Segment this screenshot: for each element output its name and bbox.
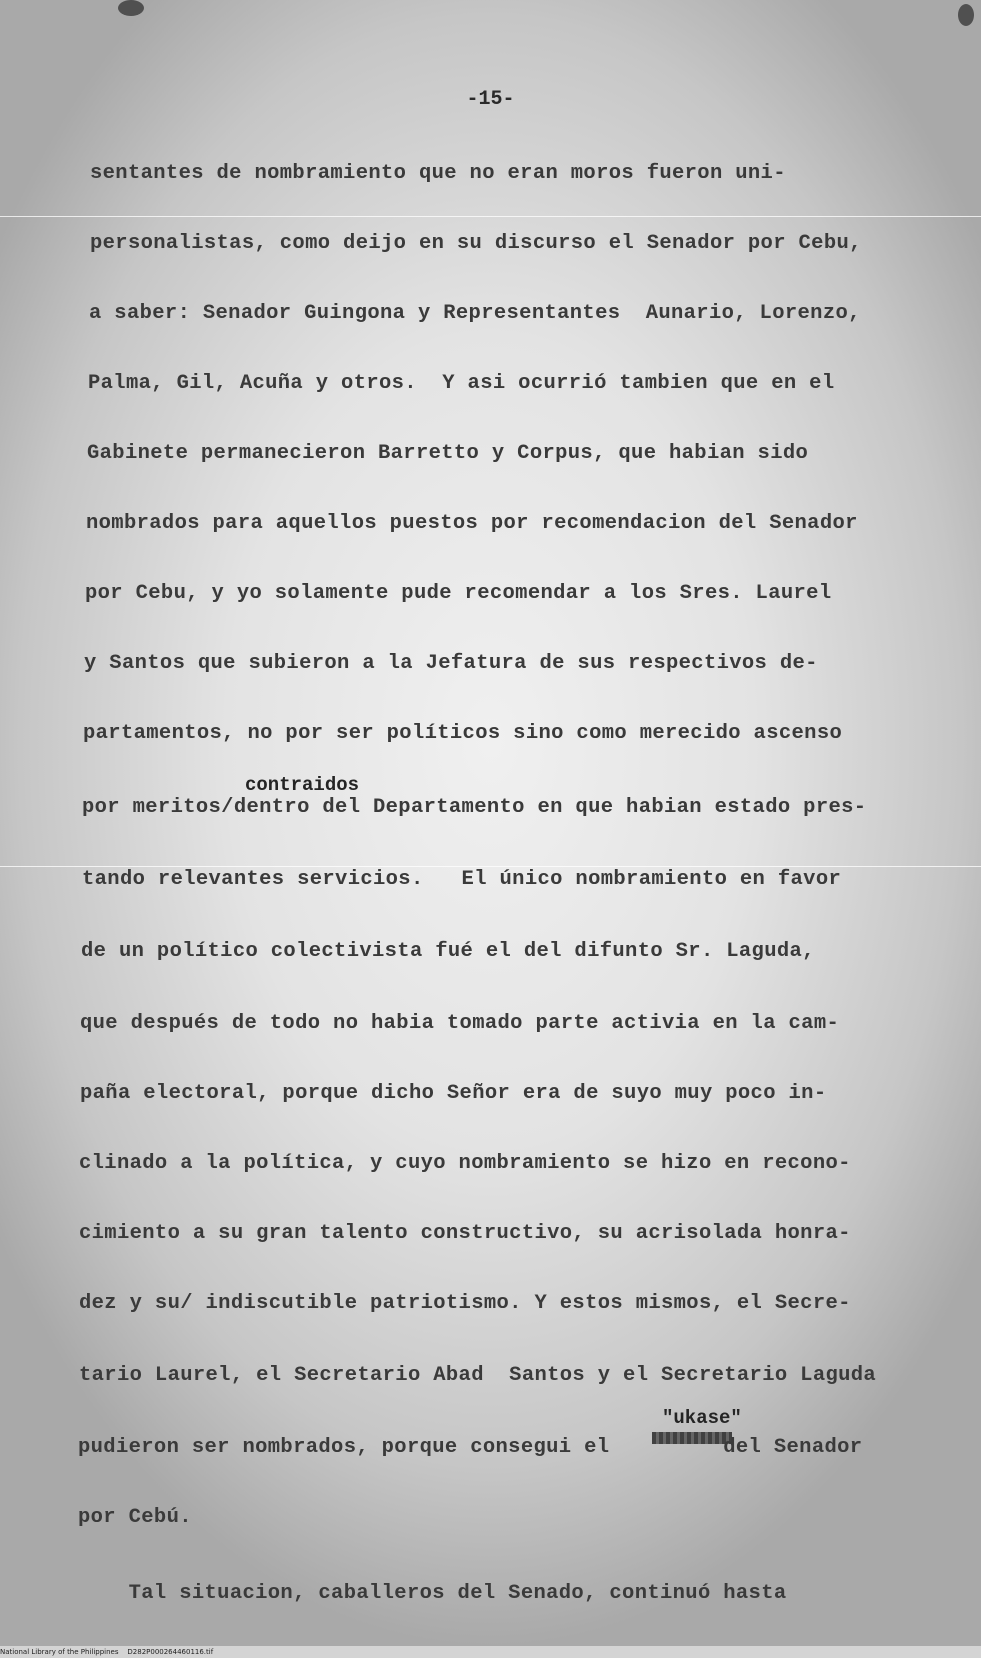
text-line: y Santos que subieron a la Jefatura de sus respectivos de-	[84, 652, 818, 675]
text-line: por meritos/dentro del Departamento en que habian estado pres-	[82, 796, 867, 819]
text-line: personalistas, como deijo en su discurso el Senador por Cebu,	[90, 232, 862, 255]
punch-hole	[958, 4, 974, 26]
text-line: cimiento a su gran talento constructivo, su acrisolada honra-	[79, 1222, 851, 1245]
text-line: dez y su/ indiscutible patriotismo. Y estos mismos, el Secre-	[79, 1292, 851, 1315]
text-line: a saber: Senador Guingona y Representantes Aunario, Lorenzo,	[89, 302, 861, 325]
scan-line	[0, 866, 981, 867]
punch-hole	[118, 0, 144, 16]
text-line: de un político colectivista fué el del difunto Sr. Laguda,	[81, 940, 815, 963]
text-line: tando relevantes servicios. El único nombramiento en favor	[82, 868, 842, 891]
scan-line	[0, 216, 981, 217]
text-line: Palma, Gil, Acuña y otros. Y asi ocurrió tambien que en el	[88, 372, 835, 395]
text-line: por Cebú.	[78, 1506, 192, 1529]
text-line: sentantes de nombramiento que no eran moros fueron uni-	[90, 162, 786, 185]
handwritten-insertion: contraidos	[245, 774, 360, 796]
text-line: que después de todo no habia tomado parte activia en la cam-	[80, 1012, 840, 1035]
scan-footer: National Library of the Philippines D282P000264460116.tif	[0, 1648, 214, 1656]
text-line: por Cebu, y yo solamente pude recomendar a los Sres. Laurel	[85, 582, 832, 605]
page-number: -15-	[466, 88, 515, 111]
handwritten-insertion: "ukase"	[662, 1407, 742, 1429]
text-line: partamentos, no por ser políticos sino como merecido ascenso	[83, 722, 843, 745]
text-line: paña electoral, porque dicho Señor era de suyo muy poco in-	[80, 1082, 827, 1105]
text-line: nombrados para aquellos puestos por recomendacion del Senador	[86, 512, 858, 535]
text-line: clinado a la política, y cuyo nombramiento se hizo en recono-	[79, 1152, 851, 1175]
text-line: tario Laurel, el Secretario Abad Santos y el Secretario Laguda	[79, 1364, 877, 1387]
text-line: Tal situacion, caballeros del Senado, continuó hasta	[78, 1582, 787, 1605]
text-line: pudieron ser nombrados, porque consegui el del Senador	[78, 1436, 863, 1459]
text-line: Gabinete permanecieron Barretto y Corpus, que habian sido	[87, 442, 809, 465]
